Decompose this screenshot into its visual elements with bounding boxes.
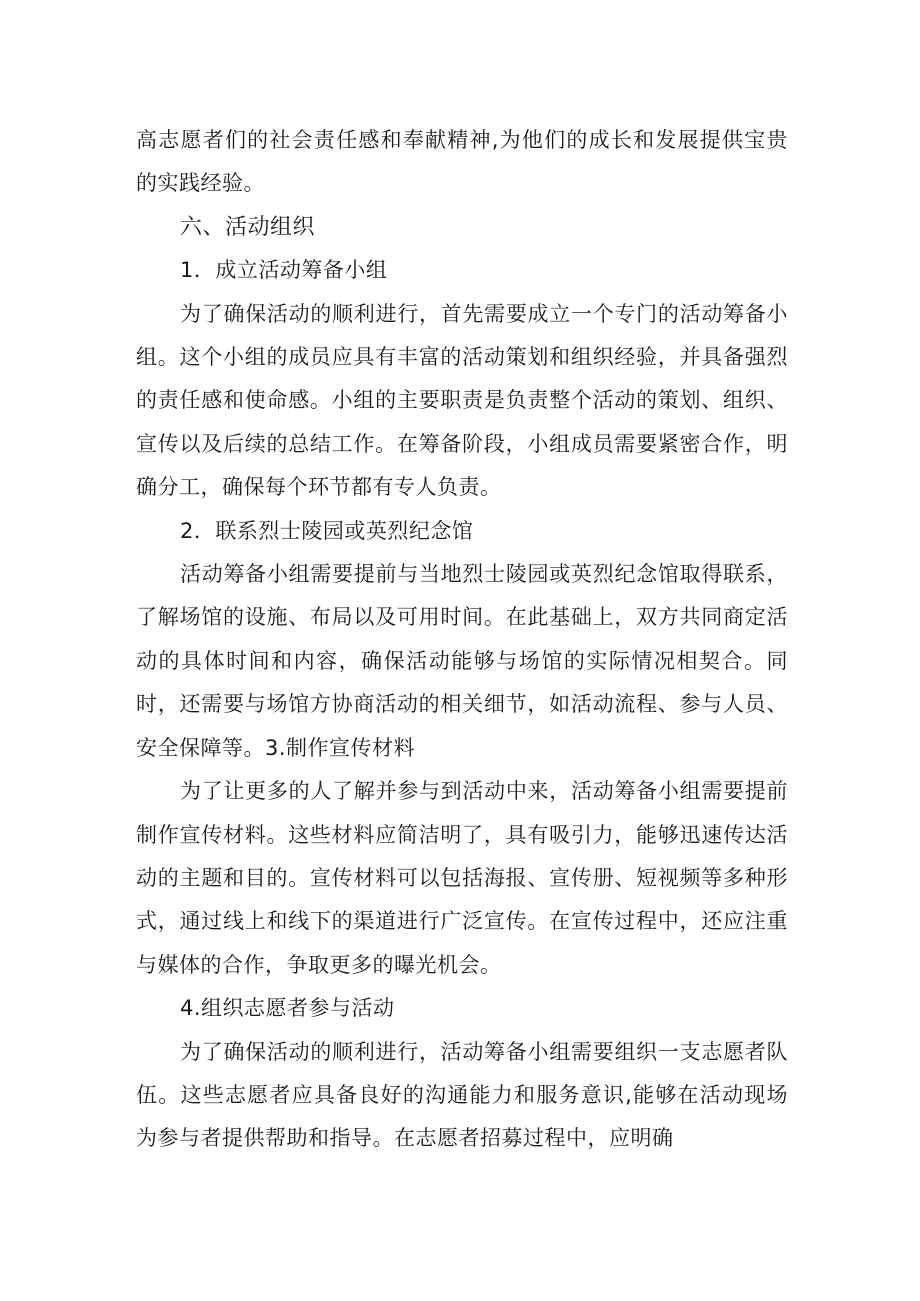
paragraph-contact-memorial: 活动筹备小组需要提前与当地烈士陵园或英烈纪念馆取得联系，了解场馆的设施、布局以及可用时间。在此基础上，双方共同商定活动的具体时间和内容，确保活动能够与场馆的实际情况相契合。同时，还需要与场馆方协商活动的相关细节，如活动流程、参与人员、安全保障等。3.制作宣传材料 [136, 562, 788, 760]
subheading-preparation-team: 1．成立活动筹备小组 [180, 258, 388, 283]
subheading-contact-memorial: 2．联系烈士陵园或英烈纪念馆 [180, 518, 474, 543]
paragraph-continued: 高志愿者们的社会责任感和奉献精神,为他们的成长和发展提供宝贵的实践经验。 [136, 128, 788, 196]
section-heading-activity-organization: 六、活动组织 [180, 214, 316, 240]
paragraph-volunteers: 为了确保活动的顺利进行，活动筹备小组需要组织一支志愿者队伍。这些志愿者应具备良好的沟通能力和服务意识,能够在活动现场为参与者提供帮助和指导。在志愿者招募过程中，应明确 [136, 1039, 788, 1151]
paragraph-preparation-team: 为了确保活动的顺利进行，首先需要成立一个专门的活动筹备小组。这个小组的成员应具有丰富的活动策划和组织经验，并具备强烈的责任感和使命感。小组的主要职责是负责整个活动的策划、组织、宣传以及后续的总结工作。在筹备阶段，小组成员需要紧密合作，明确分工，确保每个环节都有专人负责。 [136, 301, 788, 500]
subheading-volunteers: 4.组织志愿者参与活动 [180, 996, 395, 1021]
document-body [136, 119, 788, 1161]
paragraph-promotion-materials: 为了让更多的人了解并参与到活动中来，活动筹备小组需要提前制作宣传材料。这些材料应简洁明了，具有吸引力，能够迅速传达活动的主题和目的。宣传材料可以包括海报、宣传册、短视频等多种形式，通过线上和线下的渠道进行广泛宣传。在宣传过程中，还应注重与媒体的合作，争取更多的曝光机会。 [136, 779, 788, 977]
